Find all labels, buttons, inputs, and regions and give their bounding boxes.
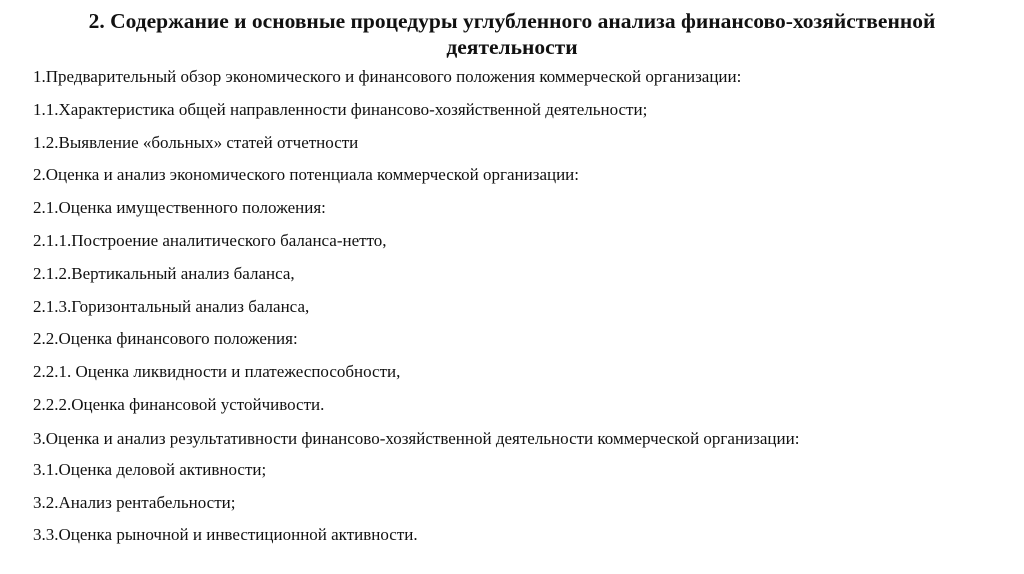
list-item: 1.2.Выявление «больных» статей отчетности — [33, 132, 359, 152]
list-item: 2.1.1.Построение аналитического баланса-нетто, — [33, 230, 387, 250]
list-item: 3.1.Оценка деловой активности; — [33, 459, 267, 479]
list-item: 3.3.Оценка рыночной и инвестиционной активности. — [33, 525, 418, 545]
list-item: 2.2.Оценка финансового положения: — [33, 329, 298, 349]
list-item: 2.1.2.Вертикальный анализ баланса, — [33, 263, 295, 283]
list-item: 3.2.Анализ рентабельности; — [33, 492, 236, 512]
list-item: 1.Предварительный обзор экономического и финансового положения коммерческой организации: — [33, 67, 742, 86]
list-item: 2.1.3.Горизонтальный анализ баланса, — [33, 296, 310, 316]
slide-title: 2. Содержание и основные процедуры углубленного анализа финансово-хозяйственной деятельности — [88, 9, 936, 59]
list-item: 2.1.Оценка имущественного положения: — [33, 198, 326, 218]
list-item: 2.Оценка и анализ экономического потенциала коммерческой организации: — [33, 165, 580, 185]
list-item: 2.2.2.Оценка финансовой устойчивости. — [33, 394, 325, 414]
list-item: 2.2.1. Оценка ликвидности и платежеспособности, — [33, 362, 401, 382]
procedure-list — [33, 67, 999, 558]
list-item: 1.1.Характеристика общей направленности финансово-хозяйственной деятельности; — [33, 99, 648, 119]
list-item: 3.Оценка и анализ результативности финансово-хозяйственной деятельности коммерческой организации: — [33, 428, 800, 448]
